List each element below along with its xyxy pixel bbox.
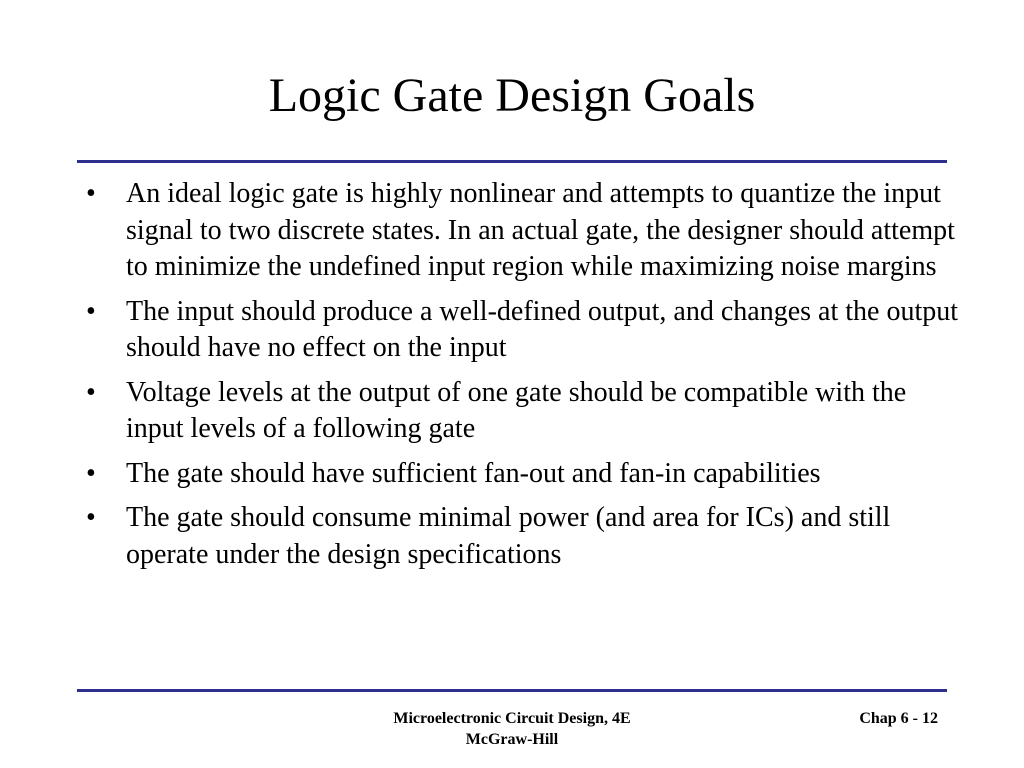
bullet-icon: • xyxy=(86,376,96,408)
footer-page-label: Chap 6 - 12 xyxy=(859,710,938,727)
bullet-icon: • xyxy=(86,457,96,489)
footer-publisher: McGraw-Hill xyxy=(465,731,559,748)
bullet-text: An ideal logic gate is highly nonlinear and attempts to quantize the input signal to two discrete states. In an actual gate, the designer should attempt to minimize the undefined input region while maximizing noise margins xyxy=(126,178,955,282)
bullet-text: The gate should consume minimal power (and area for ICs) and still operate under the design specifications xyxy=(126,502,891,570)
bullet-text: Voltage levels at the output of one gate should be compatible with the input levels of a following gate xyxy=(126,376,907,444)
footer-book-title: Microelectronic Circuit Design, 4E xyxy=(393,710,631,727)
bullet-item xyxy=(84,456,964,493)
bullet-item xyxy=(84,176,964,286)
bullet-item xyxy=(84,294,964,367)
bullet-item xyxy=(84,500,964,573)
bullet-icon: • xyxy=(86,295,96,327)
top-divider xyxy=(77,160,947,163)
footer-source xyxy=(312,708,712,750)
slide-title: Logic Gate Design Goals xyxy=(268,69,756,122)
bottom-divider xyxy=(77,689,947,692)
bullet-icon: • xyxy=(86,502,96,533)
bullet-text: The input should produce a well-defined output, and changes at the output should have no effect on the input xyxy=(126,295,959,363)
bullet-list xyxy=(84,176,964,581)
bullet-item xyxy=(84,375,964,448)
bullet-icon: • xyxy=(86,178,96,209)
bullet-text: The gate should have sufficient fan-out and fan-in capabilities xyxy=(126,457,821,489)
